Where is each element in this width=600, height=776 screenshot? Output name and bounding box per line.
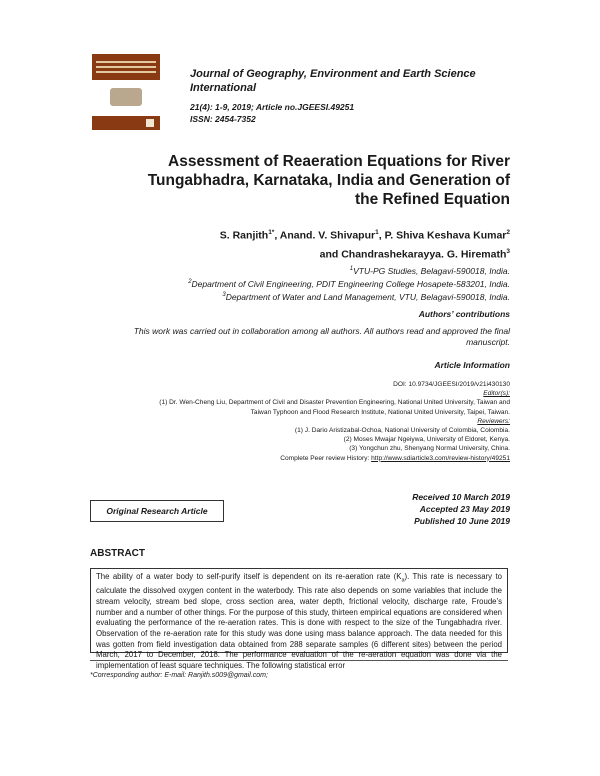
logo-image xyxy=(110,88,142,106)
doi: DOI: 10.9734/JGEESI/2019/v21i430130 xyxy=(393,381,510,388)
editor-label: Editor(s): xyxy=(483,390,510,398)
article-type-box: Original Research Article xyxy=(90,500,224,522)
journal-issn: ISSN: 2454-7352 xyxy=(190,114,256,124)
article-info xyxy=(70,380,510,463)
reviewer-entry: (2) Moses Mwajar Ngeiywa, University of Eldoret, Kenya. xyxy=(343,436,510,444)
author-name: P. Shiva Keshava Kumar xyxy=(384,229,507,242)
abstract-heading: ABSTRACT xyxy=(90,548,145,559)
editor-entry: Taiwan Typhoon and Flood Research Institute, National United University, Taipei, Taiwan. xyxy=(250,408,510,416)
author-sup: 3 xyxy=(506,247,510,255)
contributions-text: This work was carried out in collaboration among all authors. All authors read and approved the final manuscript. xyxy=(133,326,510,347)
reviewer-entry: (3) Yongchun zhu, Shenyang Normal University, China. xyxy=(349,445,510,453)
date-received: Received 10 March 2019 xyxy=(412,492,510,502)
abstract-box xyxy=(90,568,508,671)
journal-logo xyxy=(92,54,160,136)
date-accepted: Accepted 23 May 2019 xyxy=(419,504,510,514)
title-line: Assessment of Reaeration Equations for River xyxy=(168,153,510,170)
affiliations xyxy=(90,264,510,302)
reviewer-entry: (1) J. Dario Aristizabal-Ochoa, National University of Colombia, Colombia. xyxy=(294,427,510,435)
author-sup: 1 xyxy=(375,229,379,236)
affiliation: $^1$VTU-PG Studies, Belagavi-590018, India. xyxy=(349,265,510,276)
author-list xyxy=(90,225,510,262)
date-published: Published 10 June 2019 xyxy=(414,516,510,526)
author-name: S. Ranjith xyxy=(219,229,269,242)
review-history-link[interactable]: http://www.sdiarticle3.com/review-history/49251 xyxy=(371,454,510,462)
title-line: Tungabhadra, Karnataka, India and Generation of xyxy=(147,172,510,189)
author-name: and Chandrashekarayya. G. Hiremath xyxy=(319,248,507,260)
author-line-2 xyxy=(90,244,510,263)
article-title xyxy=(90,152,510,209)
footnote-separator xyxy=(90,660,508,661)
abstract-text: The ability of a water body to self-purify itself is dependent on its re-aeration rate $(K_a)$. This rate is necessary to calculate the dissolved oxygen content in the waterbody. This rate also depends on some variables that include the stream velocity, stream bed slope, cross section area, water depth, frictional velocity, discharge rate, Froude’s number and a number of other things. For the purpose of this study, thirteen empirical equations are considered when evaluating the performance of the re-aeration rates. This is done with respect to the size of the Tungabhadra river. Observation of the re-aeration rate for this study was done using mass balance approach. The data needed for this was gotten from field investigation data obtained from 288 separate samples (6 different sites) between the period March, 2017 to December, 2018. The performance evaluation of the re-aeration equation was done via the implementation of least square techniques. The following statistical error xyxy=(96,572,502,671)
corresponding-author-footnote: *Corresponding author: E-mail: Ranjith.s009@gmail.com; xyxy=(90,672,268,679)
author-line-1: S. Ranjith$^{1*}$, Anand. V. Shivapur$^1$, P. Shiva Keshava Kumar$^2$ xyxy=(219,229,510,242)
journal-name: Journal of Geography, Environment and Earth Science International xyxy=(190,68,476,94)
logo-top-band xyxy=(92,54,160,80)
contributions-heading: Authors’ contributions xyxy=(418,309,510,319)
reviewers-label: Reviewers: xyxy=(477,417,510,425)
journal-issue: 21(4): 1-9, 2019; Article no.JGEESI.49251 xyxy=(190,102,355,112)
author-sup: 1* xyxy=(268,229,275,236)
author-sup: 2 xyxy=(506,229,510,236)
article-dates xyxy=(412,491,510,527)
title-line: the Refined Equation xyxy=(355,191,510,208)
review-history: Complete Peer review History: http://www.sdiarticle3.com/review-history/49251 xyxy=(280,454,510,462)
affiliation: $^3$Department of Water and Land Management, VTU, Belagavi-590018, India. xyxy=(222,291,510,302)
author-name: Anand. V. Shivapur xyxy=(279,229,376,242)
logo-bottom-band xyxy=(92,116,160,130)
affiliation: $^2$Department of Civil Engineering, PDIT Engineering College Hosapete-583201, India. xyxy=(188,278,510,289)
article-info-heading: Article Information xyxy=(434,360,510,370)
editor-entry: (1) Dr. Wen-Cheng Liu, Department of Civil and Disaster Prevention Engineering, National United University, Taiwan and xyxy=(159,399,510,407)
